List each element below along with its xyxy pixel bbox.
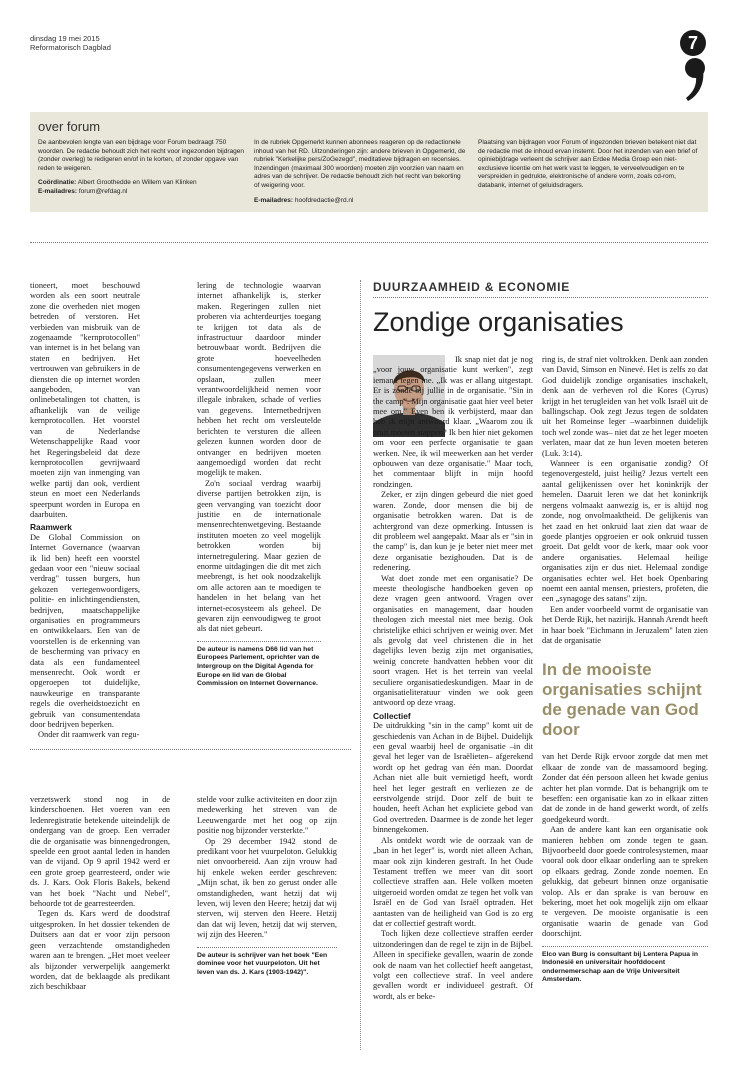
forum-text-2: In de rubriek Opgemerkt kunnen abonnees reageren op de redactionele inhoud van het RD. Uitzonderingen zijn: andere brieven in Opgemerkt, de rubriek "Kerkelijke pers/ZoGezegd", meditatieve bijdragen en recensies. Inzendingen (maximaal 300 woorden) moeten zijn voorzien van naam en adres van de schrijver. De redactie behoudt zich het recht van bekorting of weigering voor. — [254, 139, 466, 189]
forum-column-3 — [478, 139, 700, 191]
main-paragraph: Aan de andere kant kan een organisatie ook manieren hebben om zonde tegen te gaan. Bijvoorbeeld door goede controlesystemen, maar vooral ook door elkaar onderling aan te spreken op elkaars gedrag. Zonde zonde noemen. En gelukkig, dat gebeurt binnen onze organisatie volop. Als er dan sprake is van berouw en bekering, moet het ook mogelijk zijn om elkaar te vergeven. De mooiste organisatie is een organisatie waarin de genade van God doorschijnt. — [542, 825, 708, 939]
main-paragraph: Wanneer is een organisatie zondig? Of tegenovergesteld, juist heilig? Jezus vertelt een aantal gelijkenissen over het koninkrijk der hemelen. Daaruit leren we dat het koninkrijk nergens volmaakt aanwezig is, er is altijd nog zonde, nog onvolmaaktheid. De gelijkenis van het zaad en het onkruid laat zien dat waar de goede plantjes opgroeien er ook onkruid tussen groeit. Dat geldt voor de kerk, maar ook voor andere organisaties. Helemaal heilige organisaties zijn er dus niet. Helemaal zondige organisaties echter wel. Het boek Openbaring noemt een aantal mensen, priesters, profeten, die een „synagoge des satans" zijn. — [542, 459, 708, 604]
email-label-2: E-mailadres: — [254, 196, 294, 204]
editorial-email[interactable]: hoofdredactie@rd.nl — [294, 196, 354, 204]
main-paragraph: van het Derde Rijk ervoor zorgde dat men met elkaar de zonde van de massamoord beging. Zonder dat één persoon alleen het kwade genius achter het plan vormde. Dat is behangrijk om te beseffen: een organisatie kan zo in elkaar zitten dat de zonde in de hand gewerkt wordt, of zelfs goedgekeurd wordt. — [542, 752, 708, 824]
credit-divider — [542, 946, 708, 947]
forum-title: over forum — [38, 119, 101, 134]
main-author-credit: Elco van Burg is consultant bij Lentera Papua in Indonesië en universitair hoofddocent ondernemerschap aan de Vrije Universiteit Amsterdam. — [542, 950, 698, 984]
main-paragraph: De uitdrukking "sin in the camp" komt uit de geschiedenis van Achan in de Bijbel. Duidelijk een geval waarbij heel de organisatie –in dit geval het leger van de Israëlieten– afgerekend wordt op het gedrag van één man. Doordat Achan niet alle buit vernietigd heeft, wordt heel het leger gestraft en verliezen ze de eerstvolgende strijd. Door zelf de buit te houden, heeft Achan het expliciete gebod van God overtreden. Daarmee is de zonde het leger binnengekomen. — [373, 721, 533, 835]
main-paragraph: Toch lijken deze collectieve straffen eerder uitzonderingen dan de regel te zijn in de Bijbel. Alleen in specifieke gevallen, waarin de zonde ook de naam van het collectief heeft aangetast, volgt een collectieve straf. In veel andere gevallen wordt er individueel gestraft. Of wordt, als er beke- — [373, 929, 533, 1001]
main-subheading: Collectief — [373, 710, 411, 721]
pull-quote: In de mooiste organisaties schijnt de genade van God door — [542, 660, 702, 740]
forum-info-box — [30, 112, 708, 212]
article1-paragraph: Onder dit raamwerk van regu- — [38, 730, 140, 740]
article-headline: Zondige organisaties — [373, 307, 624, 337]
divider-middle — [30, 749, 351, 750]
section-label: DUURZAAMHEID & ECONOMIE — [373, 280, 571, 294]
article2-column-2 — [197, 795, 337, 977]
forum-text-1: De aanbevolen lengte van een bijdrage voor Forum bedraagt 750 woorden. De redactie behoudt zich het recht voor ingezonden bijdragen (zonder overleg) te redigeren en/of in te korten, of zonder opgave van reden te weigeren. — [38, 139, 244, 172]
article2-author-credit: De auteur is schrijver van het boek "Een dominee voor het vuurpeloton. Uit het leven van ds. J. Kars (1903-1942)". — [197, 951, 328, 976]
forum-column-1 — [38, 139, 250, 197]
email-label-1: E-mailadres: — [38, 187, 78, 195]
column-separator — [360, 280, 361, 1050]
coordination-label: Coördinatie: — [38, 179, 77, 187]
divider-top — [30, 242, 708, 243]
comma-icon — [684, 58, 706, 102]
forum-email[interactable]: forum@refdag.nl — [78, 187, 128, 195]
article2-paragraph: Op 29 december 1942 stond de predikant voor het vuurpeloton. Gelukkig niet onvoorbereid. Aan zijn vrouw had hij enkele weken eerder geschreven: „Mijn schat, ik ben zo gerust onder alle omstandigheden, want hetzij dat wij leven, wij leven den Heere; hetzij dat wij sterven, wij sterven den Heere. Hetzij dan dat wij leven, hetzij dat wij sterven, wij zijn des Heeren." — [197, 836, 337, 940]
page-number: 7 — [687, 33, 698, 53]
article2-column-1 — [30, 795, 170, 993]
section-underline — [373, 297, 708, 298]
article2-paragraph: stelde voor zulke activiteiten en door zijn medewerking het streven van de Leeuwengarde met het oog op zijn positie nog bijzonder versterkte." — [197, 795, 337, 836]
main-paragraph: Wat doet zonde met een organisatie? De meeste theologische handboeken geven op deze vragen geen antwoord. Vragen over organisaties en management, daar houden theologen zich meestal niet mee bezig. Ook christelijke ethici schrijven er weinig over. Met als gevolg dat veel christenen die in het dagelijks leven bezig zijn met organisaties, weinig concrete handvatten hebben voor dit soort vragen. Het is het terrein van veelal seculiere organisatiedeskundigen. Maar in de organisatieliteratuur vinden we ook geen antwoord op deze vraag. — [373, 573, 533, 708]
main-paragraph: Zeker, er zijn dingen gebeurd die niet goed waren. Zonde, door mensen die bij de organisatie betrokken waren. Dat is de achtergrond van deze opmerking. Intussen is dit probleem wel aangepakt. Maar als er "sin in the camp" is, dan kun je je beter niet meer met deze organisatie bezighouden. Dat is de redenering. — [373, 490, 533, 573]
article2-paragraph: verzetswerk stond nog in de kinderschoenen. Het voeren van een ledenregistratie betekende uiteindelijk de ondergang van de groep. Een verrader die de organisatie was binnengedrongen, speelde een groot aantal leden in handen van de vijand. Op 9 april 1942 werd er een grote groep gearresteerd, onder wie ds. J. Kars. Ook Floris Bakels, bekend van het boek "Nacht und Nebel", behoorde tot de gearresteerden. — [30, 795, 170, 909]
article1-column-1 — [30, 281, 140, 741]
main-column-right — [542, 355, 708, 985]
coordination-names: Albert Groothedde en Willem van Klinken — [77, 179, 197, 187]
article1-paragraph: De Global Commission on Internet Governance (waarvan ik lid ben) heeft een voorstel gedaan voor een "nieuw sociaal verdrag" tussen burgers, hun gekozen vertegenwoordigers, politie- en inlichtingendiensten, bedrijven, maatschappelijke organisaties en programmeurs en ontwikkelaars. Een van de voorstellen is de erkenning van de bescherming van privacy en data als een fundamenteel mensenrecht. Ook wordt er opgeroepen tot duidelijke, nauwkeurige en transparante regels die overheidstoezicht en gebruik van consumentendata door bedrijven beperken. — [30, 532, 140, 730]
article1-paragraph: tioneert, moet beschouwd worden als een soort neutrale zone die overheden niet mogen betreden of verstoren. Het verbieden van misbruik van de zogenaamde "kernprotocollen" van internet is in het belang van staten en bedrijven. Het vertrouwen van gebruikers in de diensten die op internet worden aangeboden, van onlinebetalingen tot chatten, is afhankelijk van de veilige kernprotocollen. Het voorstel van de Nederlandse Wetenschappelijke Raad voor het Regeringsbeleid dat deze kernprotocollen gevrijwaard moeten zijn van inmenging van welke partij dan ook, verdient steun en moet een Nederlands speerpunt worden in Europa en daarbuiten. — [30, 281, 140, 519]
article1-paragraph: Zo'n sociaal verdrag waarbij diverse partijen betrokken zijn, is geen vervanging van toezicht door justitie en de internationale mensenrechtenwetgeving. Bestaande instituten moeten zo veel mogelijk betrokken worden bij internetregulering. Maar gezien de enorme uitdagingen die dit met zich meebrengt, is het ook noodzakelijk om alle actoren aan te moedigen te handelen in het belang van het internet-ecosysteem als geheel. De gevaren zijn eenvoudigweg te groot als dat niet gebeurt. — [197, 478, 321, 634]
main-column-left — [373, 355, 533, 1002]
main-lead-paragraph: Ik snap niet dat je nog „voor jouw organisatie kunt werken", zegt iemand tegen me. „Ik was er allang uitgestapt. Er is zonde bij jullie in de organisatie. "Sin in the camp". Mijn organisatie gaat hier veel beter mee om." Even ben ik verbijsterd, maar dan heb ik mijn antwoord klaar. „Waarom zou ik eruit moeten stappen? Ik ben hier niet gekomen om voor een perfecte organisatie te gaan werken. Nee, ik wil meewerken aan het verder opbouwen van deze organisatie." Maar toch, het commentaar blijft in mijn hoofd rondzingen. — [373, 355, 533, 489]
credit-divider — [197, 947, 337, 948]
article1-column-2 — [197, 281, 321, 689]
article1-paragraph: lering de technologie waarvan internet afhankelijk is, sterker maken. Regeringen zullen niet proberen via achterdeurtjes toegang te krijgen tot data als de infrastructuur daardoor minder betrouwbaar wordt. Bedrijven die grote hoeveelheden consumentengegevens verwerken en opslaan, zullen meer verantwoordelijkheid nemen voor illegale inbraken, schade of verlies van gegevens. Internetbedrijven hebben het recht om versleutelde berichten te versturen die alleen gelezen kunnen worden door de ontvanger en bedrijven moeten aangemoedigd worden dat recht mogelijk te maken. — [197, 281, 321, 478]
page-number-badge — [680, 30, 706, 56]
forum-text-3: Plaatsing van bijdragen voor Forum of ingezonden brieven betekent niet dat de redactie met de inhoud ervan instemt. Door het inzenden van een brief of opiniebijdrage verleent de schrijver aan Erdee Media Groep een niet-exclusieve licentie om het werk vast te leggen, te verveelvoudigen en te verspreiden in gedrukte, elektronische of andere vorm, zoals cd-rom, databank, internet of geluidsdragers. — [478, 139, 698, 189]
article1-author-credit: De auteur is namens D66 lid van het Europees Parlement, oprichter van de Intergroup on the Digital Agenda for Europe en lid van de Global Commission on Internet Governance. — [197, 645, 320, 688]
forum-column-2 — [254, 139, 466, 205]
main-paragraph: Als ontdekt wordt wie de oorzaak van de „ban in het leger" is, wordt niet alleen Achan, maar ook zijn kinderen gestraft. In het Oude Testament treffen we meer van dit soort collectieve straffen aan. Hele volken moeten uitgeroeid worden omdat ze tegen het volk van Israël en de God van Israël optraden. Het aantasten van de heiligheid van God is zo erg dat er collectief gestraft wordt. — [373, 835, 533, 928]
issue-date: dinsdag 19 mei 2015 — [30, 34, 100, 43]
article2-paragraph: Tegen ds. Kars werd de doodstraf uitgesproken. In het dossier tekenden de Duitsers aan dat er voor zijn persoon geen verzachtende omstandigheden waren aan te brengen. „Het moet veeleer als bijzonder verwerpelijk aangemerkt worden, dat de beklaagde als predikant zich beschikbaar — [30, 909, 170, 992]
main-paragraph: ring is, de straf niet voltrokken. Denk aan zonden van David, Simson en Ninevé. Het is zelfs zo dat God duidelijk zondige organisaties inschakelt, denk aan de verheven rol die Kores (Cyrus) krijgt in het terugleiden van het volk Israël uit de ballingschap. Ook zegt Jezus tegen de soldaten uit het Romeinse leger –waarbinnen duidelijk toch wel zonde was– niet dat ze het leger moeten verlaten, maar dat ze hun leven moeten beteren (Luk. 3:14). — [542, 355, 708, 458]
main-paragraph: Een ander voorbeeld vormt de organisatie van het Derde Rijk, het nazirijk. Hannah Arendt heeft in haar boek "Eichmann in Jeruzalem" laten zien dat de organisatie — [542, 604, 708, 645]
credit-divider — [197, 641, 321, 642]
publication-name: Reformatorisch Dagblad — [30, 43, 111, 52]
article1-subheading: Raamwerk — [30, 522, 72, 533]
